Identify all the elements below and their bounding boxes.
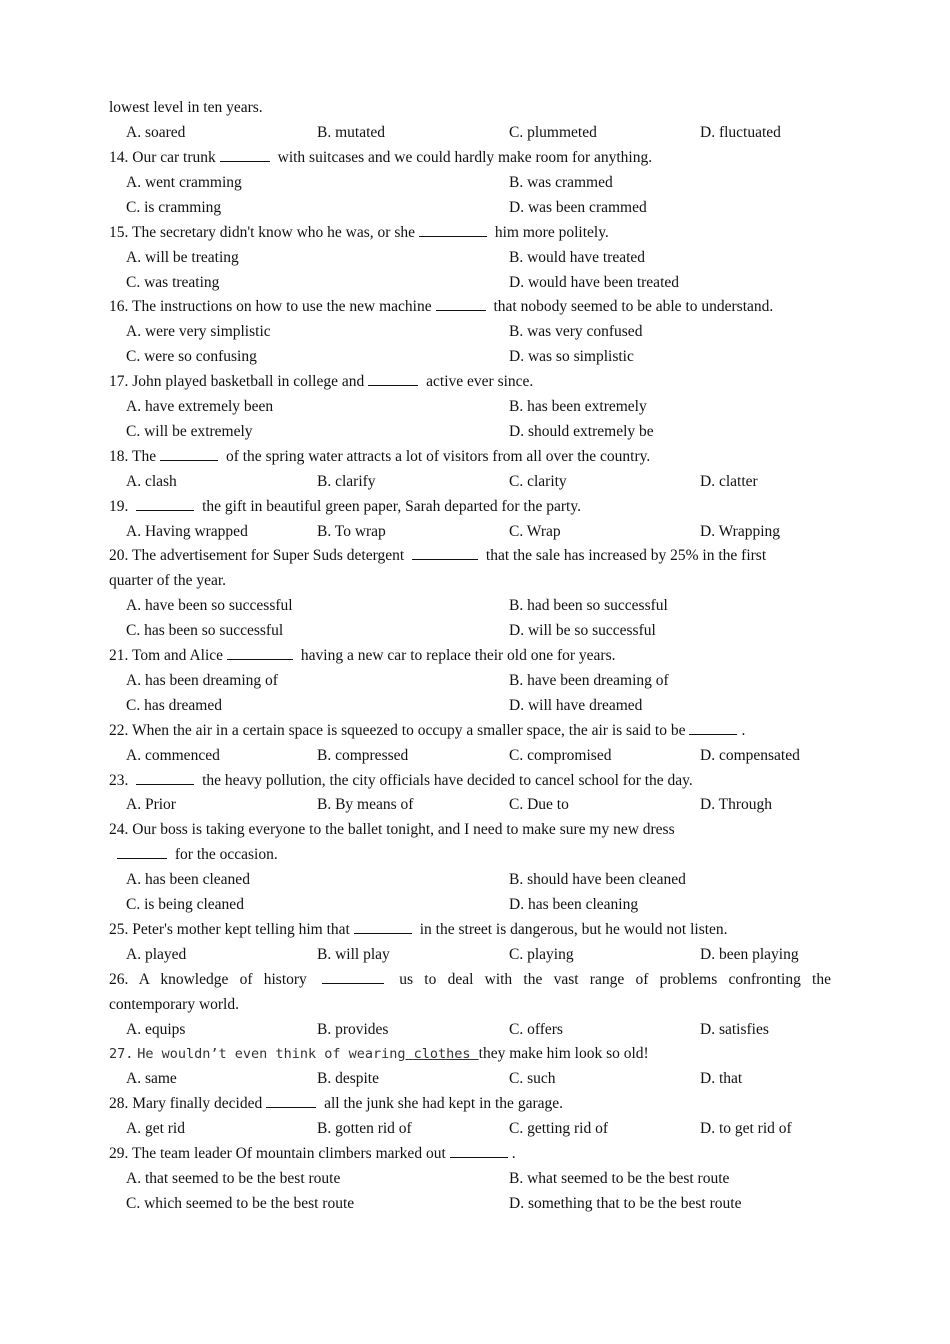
q15-option-b: B. would have treated (509, 249, 646, 266)
q19-options (109, 519, 831, 544)
answer-blank (266, 1092, 316, 1108)
q26-options (109, 1017, 831, 1042)
q22-option-c: C. compromised (509, 747, 612, 764)
q25-option-d: D. been playing (700, 946, 799, 963)
q20-option-d: D. will be so successful (509, 622, 656, 639)
q23-option-c: C. Due to (509, 796, 569, 813)
underlined-gap: clothes (413, 1046, 471, 1062)
q27-options (109, 1066, 831, 1091)
q18-option-b: B. clarify (317, 473, 376, 490)
q25-stem: 25. Peter's mother kept telling him that in the street is dangerous, but he would not listen. (109, 917, 831, 942)
q24-option-c: C. is being cleaned (126, 896, 244, 913)
q18-options (109, 469, 831, 494)
q21-option-d: D. will have dreamed (509, 697, 643, 714)
answer-blank (220, 146, 270, 162)
q28-stem: 28. Mary finally decided all the junk she had kept in the garage. (109, 1091, 831, 1116)
q13-option-d: D. fluctuated (700, 124, 781, 141)
q29-options-row1 (109, 1166, 831, 1191)
q18-option-d: D. clatter (700, 473, 758, 490)
answer-blank (136, 769, 194, 785)
q18-option-c: C. clarity (509, 473, 567, 490)
q16-options-row1 (109, 319, 831, 344)
q14-option-c: C. is cramming (126, 199, 222, 216)
q27-stem: 27. He wouldn’t even think of wearing clothes they make him look so old! (109, 1045, 649, 1062)
answer-blank (419, 221, 487, 237)
answer-blank (436, 295, 486, 311)
q19-option-b: B. To wrap (317, 523, 386, 540)
q24-options-row2 (109, 892, 831, 917)
q21-options-row2 (109, 693, 831, 718)
q26-stem: 26. A knowledge of history us to deal with the vast range of problems confronting the (109, 967, 831, 992)
q23-stem: 23. the heavy pollution, the city officials have decided to cancel school for the day. (109, 768, 831, 793)
q20-option-a: A. have been so successful (126, 597, 293, 614)
q28-option-a: A. get rid (126, 1120, 185, 1137)
q13-option-b: B. mutated (317, 124, 386, 141)
answer-blank (227, 644, 293, 660)
q22-options (109, 743, 831, 768)
q16-option-d: D. was so simplistic (509, 348, 634, 365)
q21-option-b: B. have been dreaming of (509, 672, 669, 689)
q23-option-b: B. By means of (317, 796, 414, 813)
answer-blank (368, 370, 418, 386)
q21-option-c: C. has dreamed (126, 697, 222, 714)
q24-option-d: D. has been cleaning (509, 896, 639, 913)
q17-stem: 17. John played basketball in college and active ever since. (109, 369, 831, 394)
answer-blank (117, 843, 167, 859)
q13-option-c: C. plummeted (509, 124, 597, 141)
q14-option-a: A. went cramming (126, 174, 242, 191)
q29-option-b: B. what seemed to be the best route (509, 1170, 730, 1187)
q17-option-d: D. should extremely be (509, 423, 654, 440)
q26-option-b: B. provides (317, 1021, 389, 1038)
q20-options-row1 (109, 593, 831, 618)
answer-blank (160, 445, 218, 461)
q22-option-b: B. compressed (317, 747, 409, 764)
q20-option-c: C. has been so successful (126, 622, 284, 639)
q17-option-c: C. will be extremely (126, 423, 253, 440)
q17-options-row1 (109, 394, 831, 419)
answer-blank (689, 719, 737, 735)
q17-option-a: A. have extremely been (126, 398, 274, 415)
q28-options (109, 1116, 831, 1141)
q21-option-a: A. has been dreaming of (126, 672, 278, 689)
q18-stem: 18. The of the spring water attracts a lot of visitors from all over the country. (109, 444, 831, 469)
q21-stem: 21. Tom and Alice having a new car to replace their old one for years. (109, 643, 831, 668)
q21-options-row1 (109, 668, 831, 693)
q25-option-a: A. played (126, 946, 187, 963)
q22-option-d: D. compensated (700, 747, 800, 764)
q19-stem: 19. the gift in beautiful green paper, Sarah departed for the party. (109, 494, 831, 519)
q27-option-b: B. despite (317, 1070, 379, 1087)
answer-blank (354, 918, 412, 934)
q26-stem-continuation: contemporary world. (109, 996, 239, 1013)
q29-option-c: C. which seemed to be the best route (126, 1195, 355, 1212)
q16-stem: 16. The instructions on how to use the new machine that nobody seemed to be able to understand. (109, 294, 831, 319)
q20-option-b: B. had been so successful (509, 597, 668, 614)
q13-options (109, 120, 831, 145)
q17-option-b: B. has been extremely (509, 398, 647, 415)
q24-stem: 24. Our boss is taking everyone to the ballet tonight, and I need to make sure my new dress (109, 821, 675, 838)
q15-stem: 15. The secretary didn't know who he was, or she him more politely. (109, 220, 831, 245)
q29-option-d: D. something that to be the best route (509, 1195, 742, 1212)
answer-blank (450, 1142, 508, 1158)
q17-options-row2 (109, 419, 831, 444)
q29-options-row2 (109, 1191, 831, 1216)
q28-option-b: B. gotten rid of (317, 1120, 412, 1137)
q23-options (109, 792, 831, 817)
q24-stem-continuation: for the occasion. (109, 842, 831, 867)
q24-option-b: B. should have been cleaned (509, 871, 686, 888)
q25-option-c: C. playing (509, 946, 574, 963)
q15-option-c: C. was treating (126, 274, 220, 291)
q25-options (109, 942, 831, 967)
q24-options-row1 (109, 867, 831, 892)
q27-option-a: A. same (126, 1070, 177, 1087)
q23-option-a: A. Prior (126, 796, 176, 813)
q22-stem: 22. When the air in a certain space is squeezed to occupy a smaller space, the air is said to be . (109, 718, 831, 743)
q26-option-c: C. offers (509, 1021, 563, 1038)
q29-stem: 29. The team leader Of mountain climbers marked out . (109, 1141, 831, 1166)
q26-option-a: A. equips (126, 1021, 186, 1038)
q15-options-row1 (109, 245, 831, 270)
q14-option-b: B. was crammed (509, 174, 613, 191)
q19-option-a: A. Having wrapped (126, 523, 248, 540)
answer-blank (412, 544, 478, 560)
q16-options-row2 (109, 344, 831, 369)
q14-stem: 14. Our car trunk with suitcases and we could hardly make room for anything. (109, 145, 831, 170)
q14-option-d: D. was been crammed (509, 199, 647, 216)
q28-option-c: C. getting rid of (509, 1120, 609, 1137)
q15-option-a: A. will be treating (126, 249, 239, 266)
q14-options-row2 (109, 195, 831, 220)
q24-option-a: A. has been cleaned (126, 871, 250, 888)
q16-option-a: A. were very simplistic (126, 323, 271, 340)
q27-option-c: C. such (509, 1070, 556, 1087)
answer-blank (136, 495, 194, 511)
q22-option-a: A. commenced (126, 747, 220, 764)
q16-option-c: C. were so confusing (126, 348, 257, 365)
q19-option-c: C. Wrap (509, 523, 561, 540)
q20-stem-continuation: quarter of the year. (109, 572, 227, 589)
q19-option-d: D. Wrapping (700, 523, 781, 540)
q15-options-row2 (109, 270, 831, 295)
q28-option-d: D. to get rid of (700, 1120, 792, 1137)
q13-option-a: A. soared (126, 124, 186, 141)
q15-option-d: D. would have been treated (509, 274, 680, 291)
q27-option-d: D. that (700, 1070, 743, 1087)
q20-stem: 20. The advertisement for Super Suds detergent that the sale has increased by 25% in the first (109, 543, 831, 568)
q14-options-row1 (109, 170, 831, 195)
q13-stem-continuation: lowest level in ten years. (109, 99, 263, 116)
q25-option-b: B. will play (317, 946, 390, 963)
q18-option-a: A. clash (126, 473, 177, 490)
q16-option-b: B. was very confused (509, 323, 643, 340)
q20-options-row2 (109, 618, 831, 643)
answer-blank (322, 968, 384, 984)
q23-option-d: D. Through (700, 796, 773, 813)
q29-option-a: A. that seemed to be the best route (126, 1170, 341, 1187)
q26-option-d: D. satisfies (700, 1021, 769, 1038)
